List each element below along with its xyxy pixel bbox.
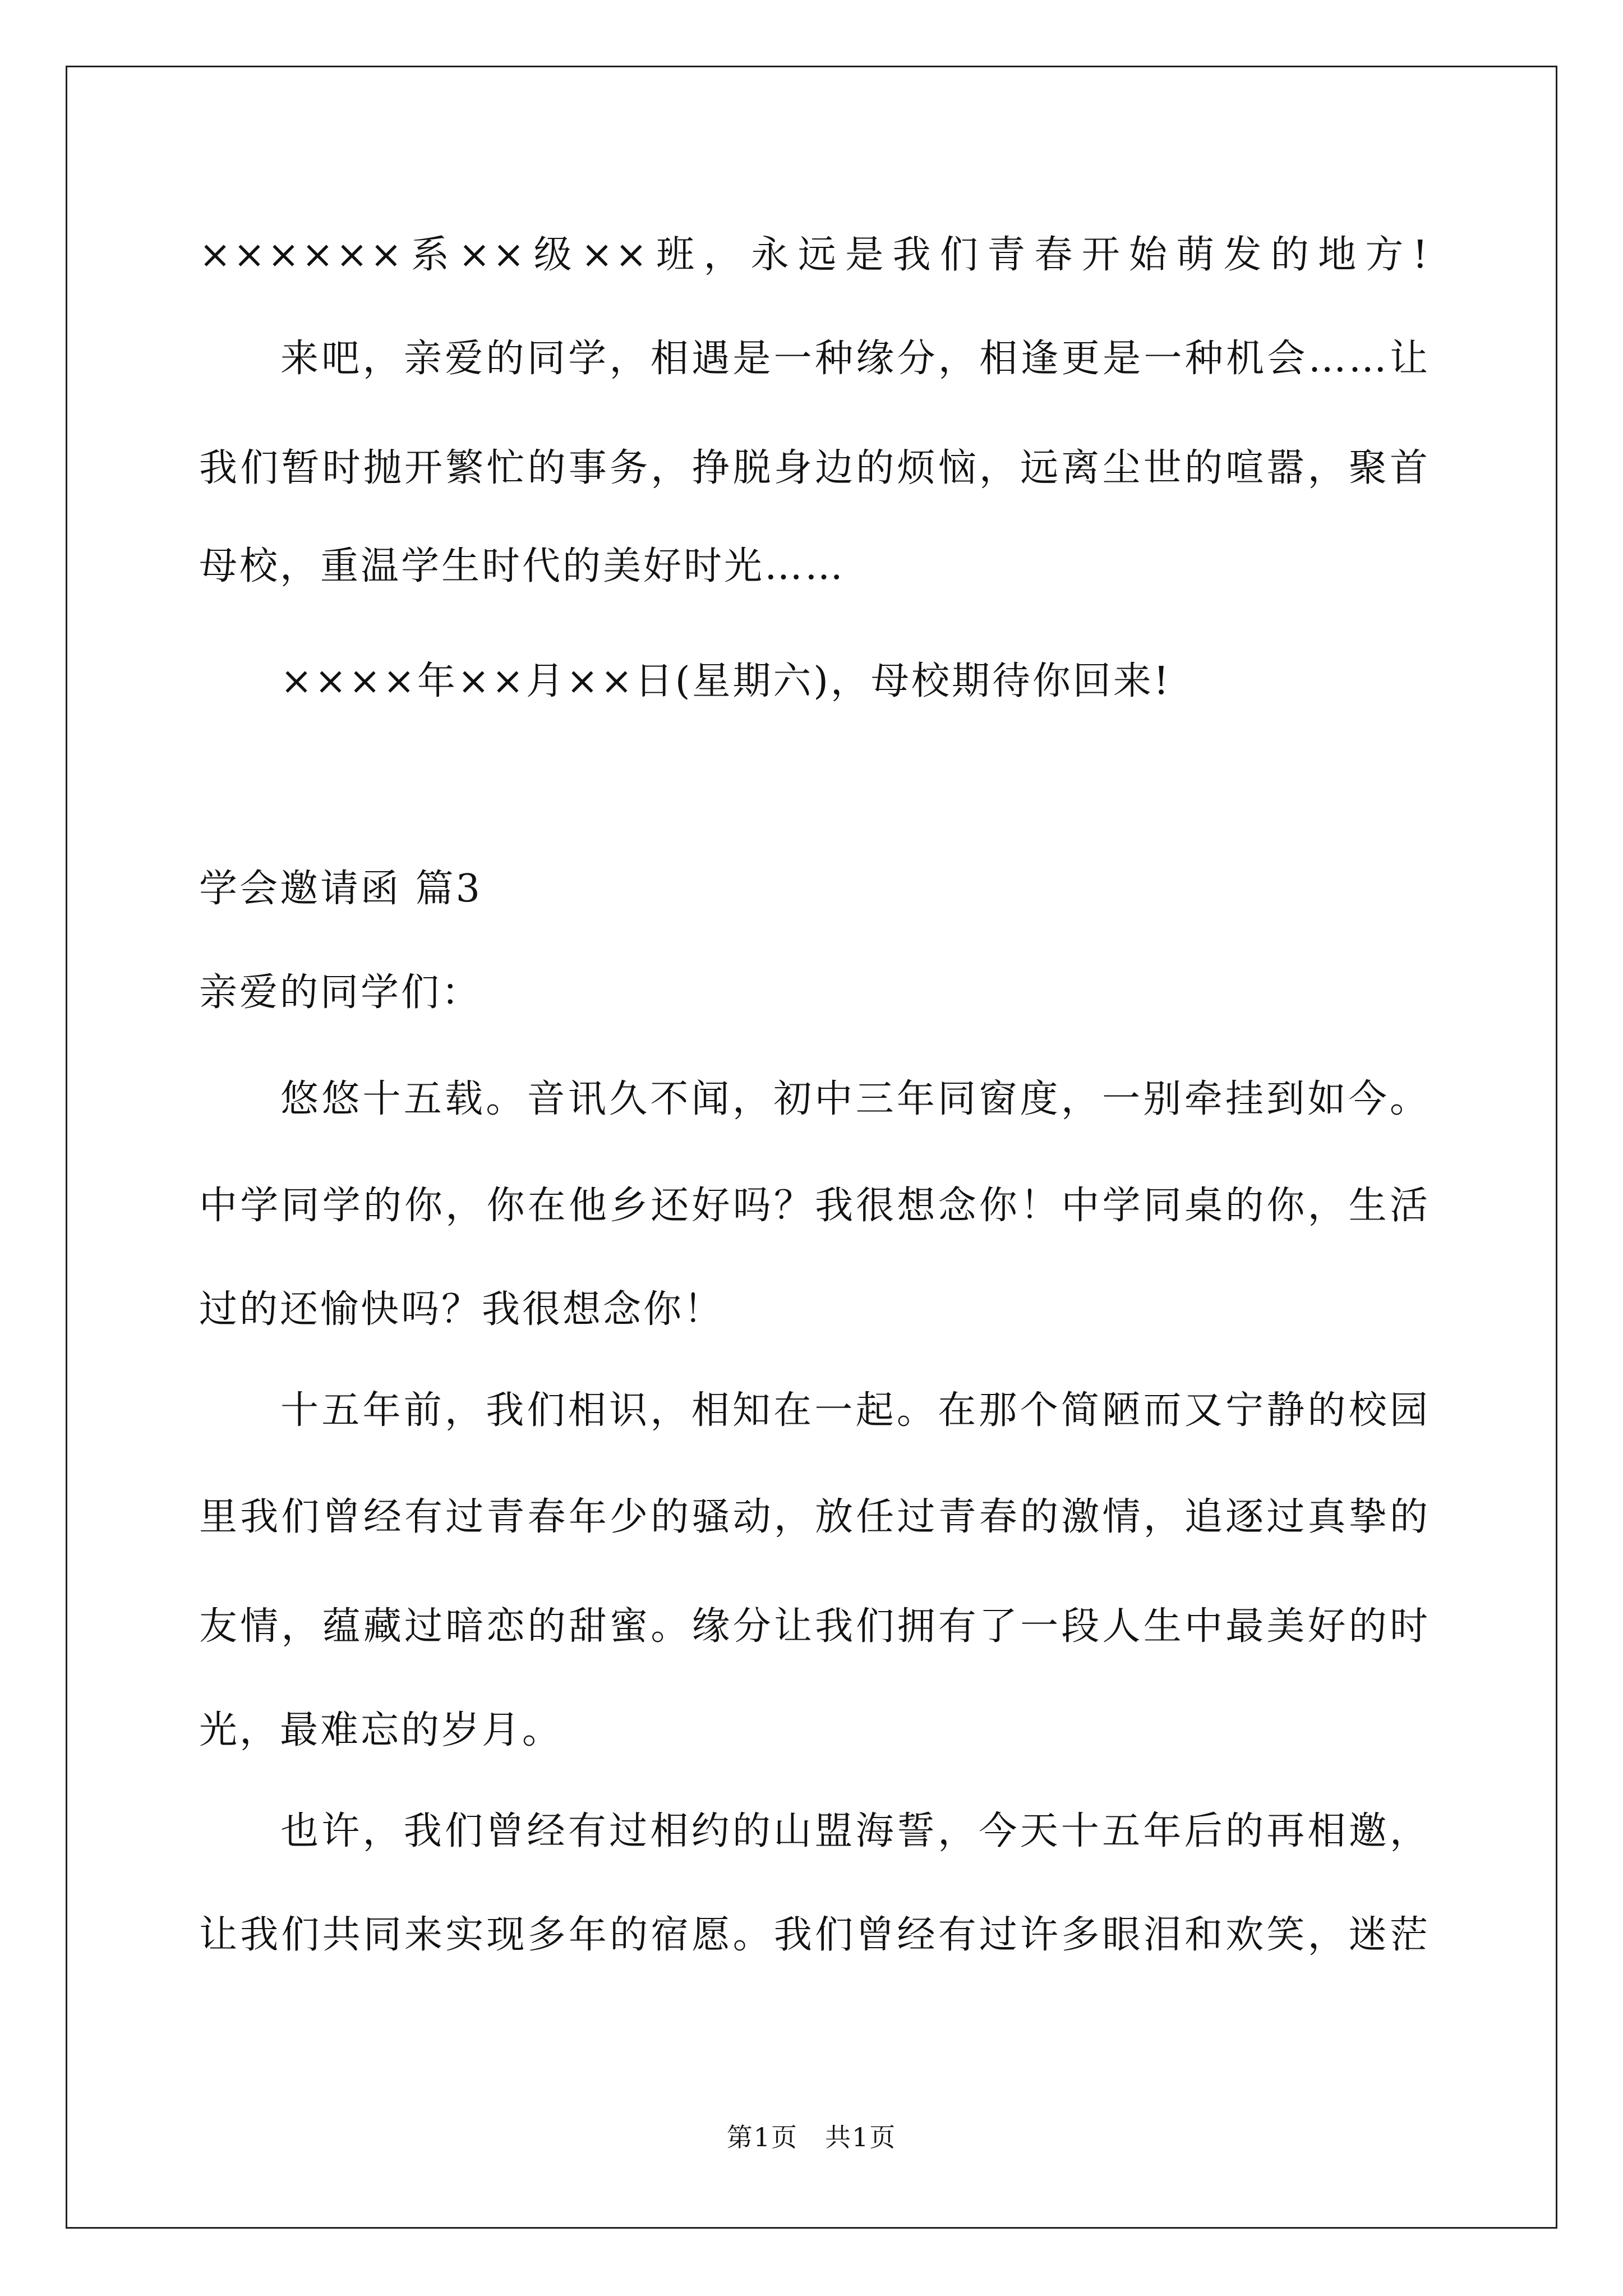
section-heading: 学会邀请函 篇3 [199, 867, 482, 911]
text-line: 悠悠十五载。音讯久不闻，初中三年同窗度，一别牵挂到如今。 [280, 1077, 1430, 1121]
text-line: 母校，重温学生时代的美好时光…… [199, 544, 846, 588]
text-line: 中学同学的你，你在他乡还好吗？我很想念你！中学同桌的你，生活 [199, 1184, 1430, 1228]
text-line: 也许，我们曾经有过相约的山盟海誓，今天十五年后的再相邀， [280, 1809, 1430, 1853]
page-border [66, 66, 1557, 2229]
text-line: 光，最难忘的岁月。 [199, 1708, 563, 1752]
text-line: 里我们曾经有过青春年少的骚动，放任过青春的激情，追逐过真挚的 [199, 1495, 1430, 1539]
text-line: 让我们共同来实现多年的宿愿。我们曾经有过许多眼泪和欢笑，迷茫 [199, 1913, 1430, 1957]
text-line: 来吧，亲爱的同学，相遇是一种缘分，相逢更是一种机会……让 [280, 337, 1430, 381]
salutation: 亲爱的同学们： [199, 970, 482, 1015]
page-footer: 第1页 共1页 [726, 2122, 897, 2152]
text-line: 友情，蕴藏过暗恋的甜蜜。缘分让我们拥有了一段人生中最美好的时 [199, 1604, 1430, 1649]
text-line: 过的还愉快吗？我很想念你！ [199, 1287, 725, 1332]
text-line: 我们暂时抛开繁忙的事务，挣脱身边的烦恼，远离尘世的喧嚣，聚首 [199, 446, 1430, 490]
text-line: 十五年前，我们相识，相知在一起。在那个简陋而又宁静的校园 [280, 1388, 1430, 1433]
text-line: ××××年××月××日(星期六)，母校期待你回来! [280, 659, 1172, 703]
text-line: ××××××系××级××班，永远是我们青春开始萌发的地方! [199, 233, 1430, 277]
